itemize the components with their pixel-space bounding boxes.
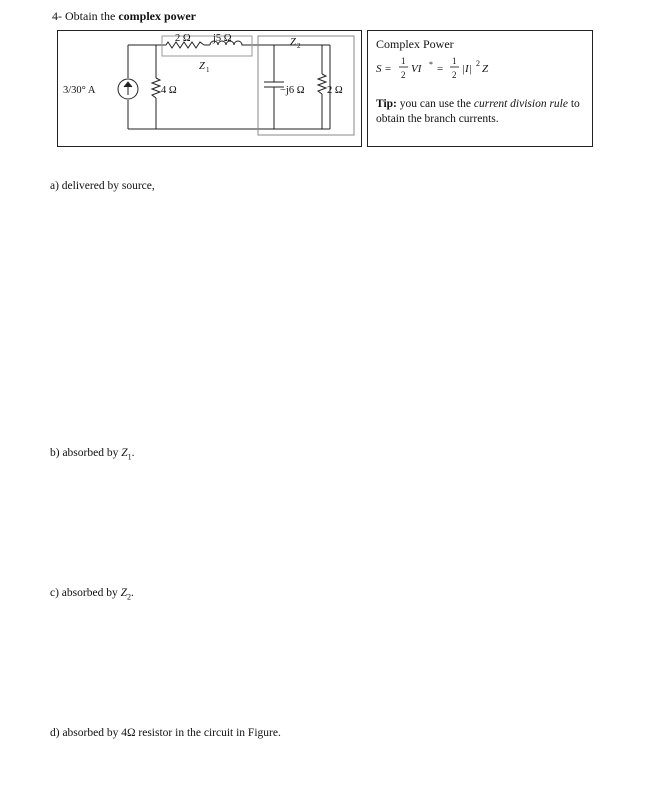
tip-label: Tip: [376, 98, 397, 110]
z2-label: Z [290, 37, 296, 48]
formula-frac-num-2: 1 [452, 56, 457, 66]
formula-frac-den-2: 2 [452, 70, 457, 80]
question-b-symbol: Z [121, 447, 128, 459]
z2-sub: 2 [297, 42, 301, 50]
question-d [50, 727, 281, 739]
question-c-label: c) absorbed by [50, 587, 121, 599]
tip-text [376, 97, 586, 127]
resistor-4ohm [152, 78, 160, 98]
question-d-label: d) absorbed by 4Ω resistor in the circuit in Figure. [50, 727, 281, 739]
formula-abs-i: |I| [462, 63, 472, 75]
info-box [367, 30, 593, 147]
series-resistor-label: 2 Ω [175, 33, 191, 44]
inductor-label: j5 Ω [213, 33, 232, 44]
z1-label: Z [199, 61, 205, 72]
load-resistor-label: 2 Ω [327, 85, 343, 96]
formula-conj: * [429, 60, 433, 69]
question-c [50, 587, 134, 601]
formula-sq: 2 [476, 59, 480, 68]
source-label: 3/30° A [63, 85, 96, 96]
question-b [50, 447, 135, 461]
formula-frac-den: 2 [401, 70, 406, 80]
tip-text-1: you can use the [396, 98, 474, 110]
question-a [50, 180, 155, 192]
question-a-label: a) delivered by source, [50, 180, 155, 192]
formula-vi: VI [411, 63, 422, 75]
problem-title [52, 9, 196, 24]
question-b-tail: . [131, 447, 135, 459]
resistor-load [318, 74, 326, 94]
question-c-symbol: Z [120, 587, 127, 599]
question-c-tail: . [130, 587, 134, 599]
shunt-resistor-label: 4 Ω [161, 85, 177, 96]
circuit-figure [57, 30, 362, 147]
problem-emphasis: complex power [118, 9, 196, 23]
formula-lhs: S = [376, 63, 392, 75]
question-b-label: b) absorbed by [50, 447, 122, 459]
complex-power-formula [376, 52, 590, 88]
formula-z: Z [482, 63, 489, 75]
tip-text-2: to obtain the branch currents. [376, 98, 580, 125]
question-b-sub: 1 [127, 452, 132, 462]
source-arrowhead [124, 82, 132, 87]
question-c-sub: 2 [126, 592, 131, 602]
problem-prefix: 4- Obtain the [52, 9, 119, 23]
tip-italic: current division rule [473, 98, 568, 110]
formula-eq2: = [437, 63, 444, 75]
z1-sub: 1 [206, 66, 210, 74]
info-title: Complex Power [376, 37, 454, 51]
circuit-diagram [58, 31, 361, 146]
capacitor-label: −j6 Ω [280, 85, 305, 96]
formula-frac-num: 1 [401, 56, 406, 66]
